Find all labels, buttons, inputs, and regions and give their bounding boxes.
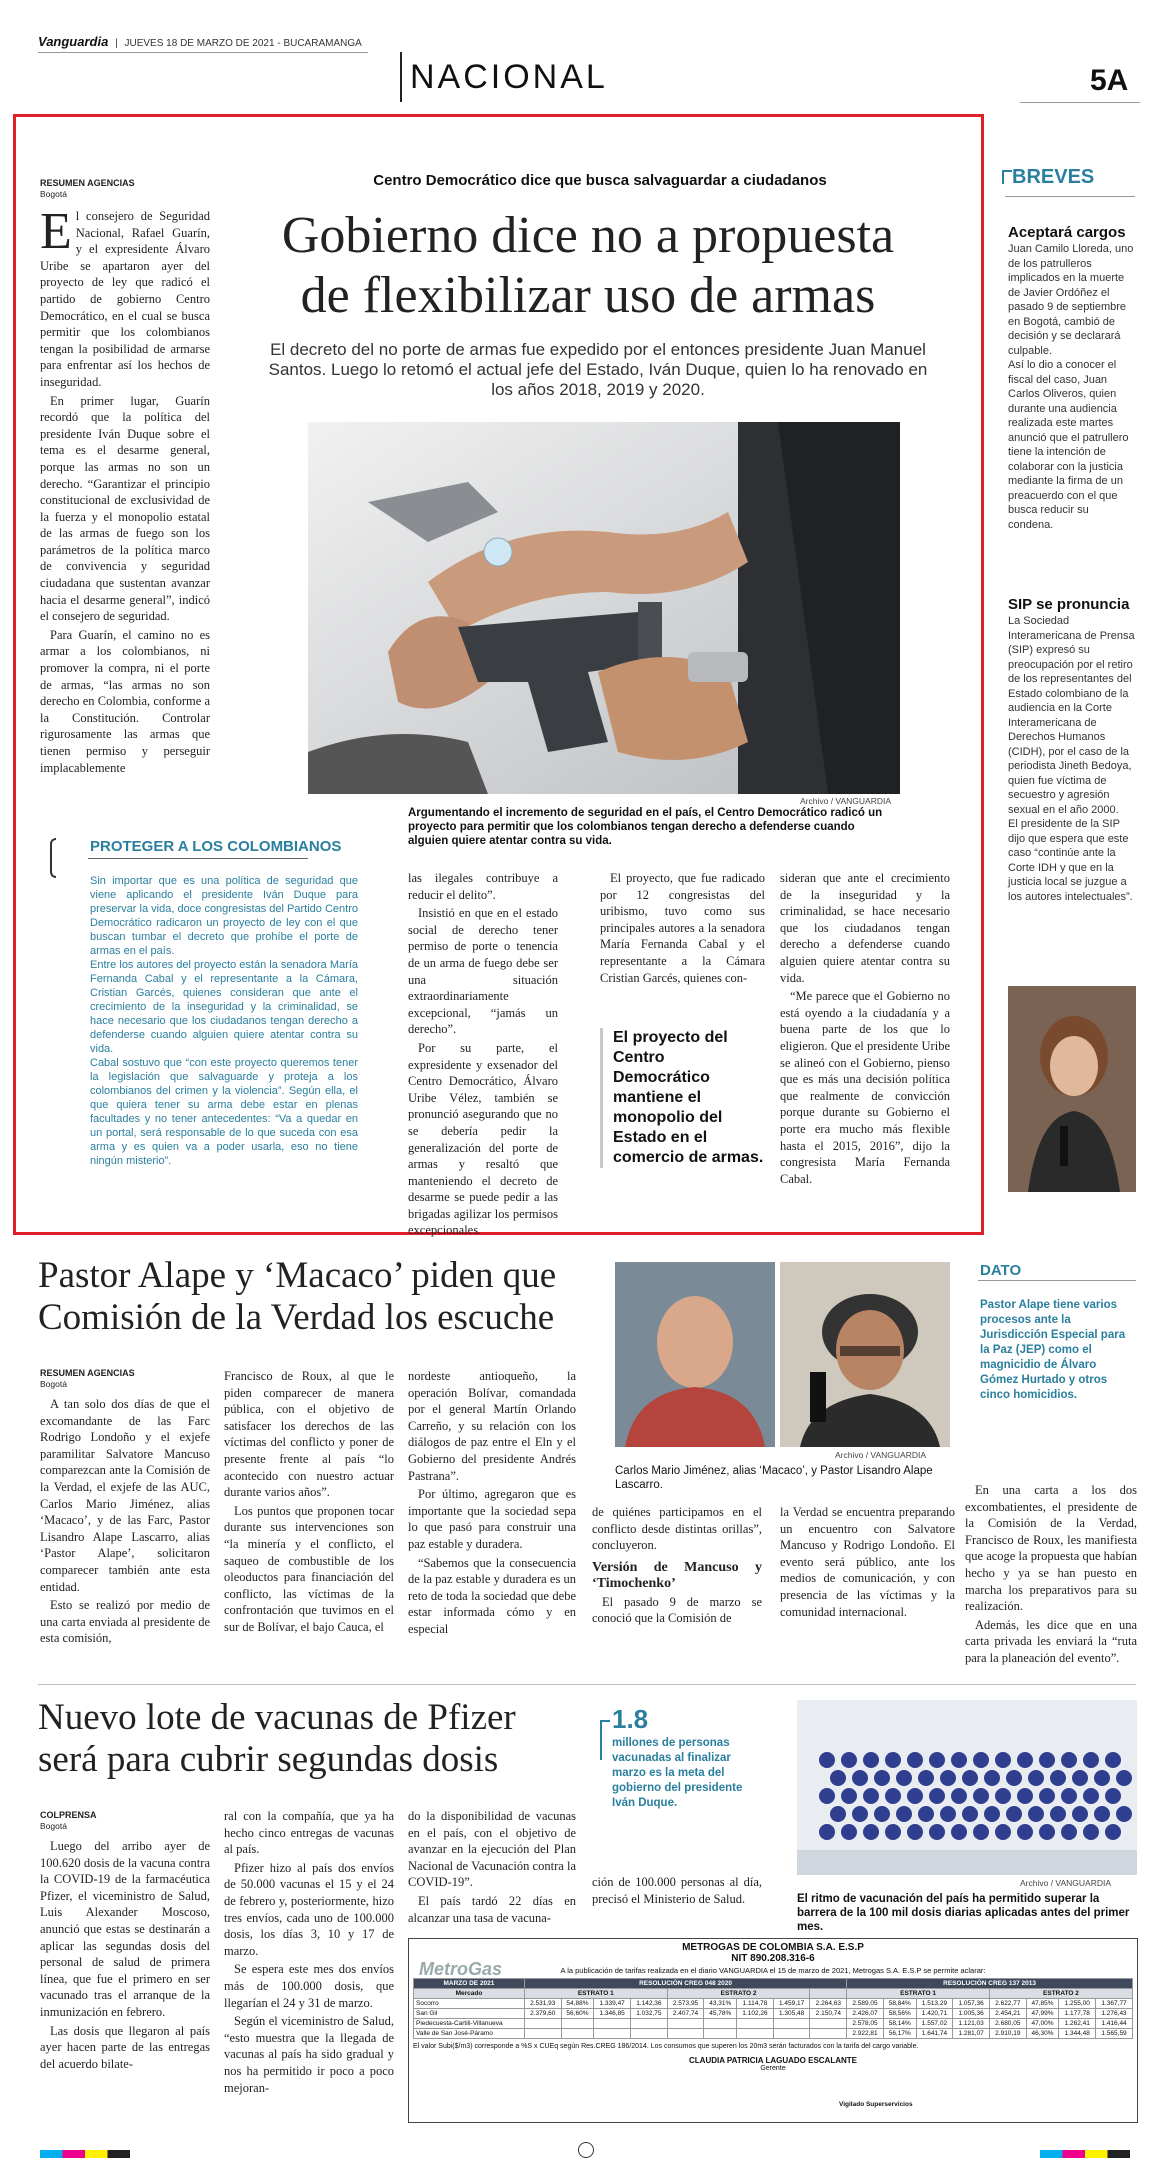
vial-cap xyxy=(929,1824,945,1840)
alape-headline xyxy=(38,1255,598,1339)
byline-name: RESUMEN AGENCIAS xyxy=(40,1368,135,1378)
table-cell: 2.379,60 xyxy=(524,2009,561,2019)
vial-cap xyxy=(907,1824,923,1840)
table-cell xyxy=(773,2029,810,2039)
subhead: Versión de Mancuso y ‘Timochenko’ xyxy=(592,1559,762,1591)
vial-cap xyxy=(1094,1806,1110,1822)
vial-cap xyxy=(951,1788,967,1804)
vial-cap xyxy=(929,1752,945,1768)
table-cell: 1.339,47 xyxy=(594,1999,631,2009)
paragraph: El país tardó 22 días en alcanzar una tasa de vacuna- xyxy=(408,1893,576,1925)
table-cell: 1.420,71 xyxy=(916,2009,953,2019)
vial-cap xyxy=(1105,1788,1121,1804)
table-cell-mercado: San Gil xyxy=(414,2009,525,2019)
table-cell: 1.005,36 xyxy=(953,2009,990,2019)
table-cell: 58,84% xyxy=(883,1999,916,2009)
vial-cap xyxy=(1028,1806,1044,1822)
table-cell: 1.262,41 xyxy=(1059,2019,1096,2029)
table-cell: 2.573,95 xyxy=(667,1999,704,2009)
ad-company: METROGAS DE COLOMBIA S.A. E.S.P xyxy=(682,1942,864,1953)
box-body xyxy=(90,874,358,1168)
table-cell: 58,14% xyxy=(883,2019,916,2029)
table-cell: 1.032,75 xyxy=(631,2009,668,2019)
vial-cap xyxy=(852,1770,868,1786)
table-cell xyxy=(773,2019,810,2029)
headline-line-2: de flexibilizar uso de armas xyxy=(300,267,876,324)
page-number: 5A xyxy=(1090,64,1129,97)
paragraph: do la disponibilidad de vacunas en el país, con el objetivo de avanzar en la ejecución del Plan Nacional de Vacunación contra la COVID-19”. xyxy=(408,1809,576,1890)
arms-column-1 xyxy=(40,203,210,778)
table-estrato-2b: ESTRATO 2 xyxy=(989,1989,1132,1999)
vial-cap xyxy=(973,1824,989,1840)
alape-column-1 xyxy=(40,1396,210,1649)
table-cell: 2.589,05 xyxy=(847,1999,884,2009)
vial-cap xyxy=(1083,1824,1099,1840)
vial-cap xyxy=(940,1770,956,1786)
vial-cap xyxy=(1017,1824,1033,1840)
vial-cap xyxy=(995,1824,1011,1840)
breves-item-1-text: Juan Camilo Lloreda, uno de los patrulleros implicados en la muerte de Javier Ordóñez el pasado 9 de septiembre en Bogotá, cambió de decisión y se declarará culpable. Así lo dio a conocer el fiscal del caso, Juan Carlos Oliveros, quien durante una audiencia realizada este martes anunció que el patrullero tiene la intención de colaborar con la justicia mediante la firma de un preacuerdo con el que busca reducir su condena. xyxy=(1008,243,1134,531)
table-row xyxy=(414,2029,1133,2039)
vacunas-headline-line-1: Nuevo lote de vacunas de Pfizer xyxy=(38,1697,516,1738)
vial-cap xyxy=(896,1770,912,1786)
headline-line-1: Gobierno dice no a propuesta xyxy=(281,207,895,264)
table-cell: 54,88% xyxy=(561,1999,594,2009)
vial-cap xyxy=(1028,1770,1044,1786)
table-cell xyxy=(561,2019,594,2029)
vaccine-caption: El ritmo de vacunación del país ha permitido superar la barrera de la 100 mil dosis diarias aplicadas antes del primer mes. xyxy=(797,1893,1130,1933)
portrait-photo xyxy=(1008,986,1136,1192)
table-cell: 1.121,03 xyxy=(953,2019,990,2029)
vial-cap xyxy=(1050,1770,1066,1786)
table-cell: 1.102,26 xyxy=(737,2009,774,2019)
arms-column-3 xyxy=(600,870,765,988)
arms-column-4 xyxy=(780,870,950,1189)
paragraph: En una carta a los dos excombatientes, el presidente de la Comisión de la Verdad, Francisco de Roux, les manifiesta que acoge la propuesta que habían hecho y ya se han puesto en marcha los preparativos para su realización. xyxy=(965,1483,1137,1614)
table-cell: 1.565,59 xyxy=(1096,2029,1133,2039)
vial-cap xyxy=(995,1788,1011,1804)
paragraph: El proyecto, que fue radicado por 12 congresistas del uribismo, tuvo como sus principales autores a la senadora María Fernanda Cabal y el representante a la Cámara Cristian Garcés, quienes con- xyxy=(600,871,765,985)
alape-column-3 xyxy=(408,1368,576,1640)
paragraph: Luego del arribo ayer de 100.620 dosis de la vacuna contra la COVID-19 de la farmacéutica Pfizer, el viceministro de Salud, Luis Alexander Moscoso, anunció que estas se destinarán a aplicar las segundas dosis del personal de salud de primera línea, que fue el primero en ser vacunado tras el arranque de la inmunización en febrero. xyxy=(40,1839,210,2019)
vial-cap xyxy=(951,1824,967,1840)
vial-cap xyxy=(852,1806,868,1822)
ad-nit: NIT 890.208.316-6 xyxy=(731,1953,815,1964)
table-cell: 56,60% xyxy=(561,2009,594,2019)
vial-cap xyxy=(1061,1788,1077,1804)
vial-cap xyxy=(1006,1806,1022,1822)
table-cell-mercado: Piedecuesta-Cartili-Villanueva xyxy=(414,2019,525,2029)
alape-caption: Carlos Mario Jiménez, alias ‘Macaco’, y Pastor Lisandro Alape Lascarro. xyxy=(615,1465,933,1491)
table-col-mercado: Mercado xyxy=(414,1989,525,1999)
vial-cap xyxy=(863,1788,879,1804)
vigilado-seal: Vigilado Superservicios xyxy=(839,2101,913,2108)
deck: El decreto del no porte de armas fue expedido por el entonces presidente Juan Manuel Santos. Luego lo retomó el actual jefe del Estado, Iván Duque, quien lo ha renovado en los años 2018, 2019 y 2020. xyxy=(268,340,928,399)
vial-cap xyxy=(1105,1752,1121,1768)
table-estrato-1b: ESTRATO 1 xyxy=(847,1989,990,1999)
masthead: Vanguardia | JUEVES 18 DE MARZO DE 2021 - BUCARAMANGA xyxy=(38,34,362,49)
table-cell: 1.281,07 xyxy=(953,2029,990,2039)
dato-text: Pastor Alape tiene varios procesos ante la Jurisdicción Especial para la Paz (JEP) como el magnicidio de Álvaro Gómez Hurtado y otros cinco homicidios. xyxy=(980,1299,1126,1401)
vial-cap xyxy=(1116,1806,1132,1822)
paragraph: En primer lugar, Guarín recordó que la política del presidente Iván Duque sobre el tema es el desarme general, porque las armas no son un derecho. “Garantizar el principio constitucional de exclusividad de la fuerza y el monopolio estatal de las armas de fuego son los parámetros de la política marco de convivencia y seguridad ciudadana que sustentan avanzar hacia el desarme general”, indicó el consejero de seguridad. xyxy=(40,393,210,624)
vial-cap xyxy=(863,1824,879,1840)
vaccine-photo-credit: Archivo / VANGUARDIA xyxy=(1020,1878,1112,1888)
paragraph: Para Guarín, el camino no es armar a los colombianos, ni promover la compra, ni el porte de armas, “las armas no son derecho en Colombia, conforme a la Constitución. Controlar rigurosamente las armas que tienen permiso y perseguir implacablemente xyxy=(40,627,210,775)
vacunas-column-3 xyxy=(408,1808,576,1928)
vial-cap xyxy=(896,1806,912,1822)
metrogas-ad xyxy=(408,1938,1138,2123)
box-paragraph: Cabal sostuvo que “con este proyecto queremos tener la legislación que salvaguarde y proteja a los colombianos del crimen y la violencia”. Según ella, el que quiera tener su arma debe estar en plenas facultades y no tener antecedentes: “Va a quedar en un portal, será responsable de lo que suceda con esa arma y es quien va a poder usarla, eso no tiene ningún misterio”. xyxy=(90,1057,358,1167)
table-cell: 1.367,77 xyxy=(1096,1999,1133,2009)
table-cell xyxy=(631,2029,668,2039)
paragraph: Según el viceministro de Salud, “esto muestra que la llegada de vacunas al país ha sido gradual y nos ha permitido ir poco a poco mejoran- xyxy=(224,2014,394,2095)
registration-mark xyxy=(578,2142,594,2158)
vial-cap xyxy=(1039,1788,1055,1804)
vial-cap xyxy=(1017,1752,1033,1768)
vial-cap xyxy=(1072,1806,1088,1822)
vial-cap xyxy=(984,1770,1000,1786)
table-cell xyxy=(667,2019,704,2029)
paragraph: “Me parece que el Gobierno no está oyendo a la ciudadanía y a buena parte de los que lo eligieron. Que el presidente Uribe se alineó con el Gobierno, pienso que es más una decisión política que realmente de convicción porque durante su Gobierno el porte era mucho más flexible hasta el 2015, 2016”, dijo la congresista María Fernanda Cabal. xyxy=(780,989,950,1186)
table-cell xyxy=(524,2029,561,2039)
vial-cap xyxy=(973,1752,989,1768)
table-cell: 58,56% xyxy=(883,2009,916,2019)
byline-name: RESUMEN AGENCIAS xyxy=(40,178,135,188)
vial-cap xyxy=(929,1788,945,1804)
table-cell: 1.344,48 xyxy=(1059,2029,1096,2039)
vial-cap xyxy=(1061,1752,1077,1768)
paragraph: Se espera este mes dos envíos más de 100.000 dosis, que llegarían el 24 y 31 de marzo. xyxy=(224,1962,394,2010)
metrogas-logo: MetroGas xyxy=(419,1959,503,1979)
ad-signer: CLAUDIA PATRICIA LAGUADO ESCALANTE xyxy=(689,2056,857,2065)
table-cell: 2.922,81 xyxy=(847,2029,884,2039)
paragraph: la Verdad se encuentra preparando un encuentro con Salvatore Mancuso y Rodrigo Londoño. El evento será público, ante los medios de comunicación, y con presencia de las víctimas y la comunidad internacional. xyxy=(780,1505,955,1619)
table-cell: 1.513,29 xyxy=(916,1999,953,2009)
alape-headline-line-2: Comisión de la Verdad los escuche xyxy=(38,1297,555,1338)
kicker: Centro Democrático dice que busca salvaguardar a ciudadanos xyxy=(373,172,827,189)
vial-cap xyxy=(819,1752,835,1768)
alape-column-4 xyxy=(592,1504,762,1629)
vial-cap xyxy=(830,1770,846,1786)
vial-cap xyxy=(863,1752,879,1768)
ad-signer-role: Gerente xyxy=(760,2065,786,2072)
stat-number: 1.8 xyxy=(612,1704,649,1734)
paragraph: El pasado 9 de marzo se conoció que la Comisión de xyxy=(592,1594,762,1626)
box-title: PROTEGER A LOS COLOMBIANOS xyxy=(90,838,342,855)
table-cell: 2.910,19 xyxy=(989,2029,1026,2039)
vial-cap xyxy=(1039,1752,1055,1768)
byline-place: Bogotá xyxy=(40,1821,67,1831)
table-cell: 2.531,93 xyxy=(524,1999,561,2009)
paragraph: ción de 100.000 personas al día, precisó el Ministerio de Salud. xyxy=(592,1875,762,1906)
paragraph: Los puntos que proponen tocar durante sus intervenciones son “la minería y el conflicto, el saqueo de combustible de los oleoductos para financiación del conflicto, las víctimas de la confrontación que tuvimos en el sur de Bolívar, el bajo Cauca, el xyxy=(224,1503,394,1634)
vial-cap xyxy=(907,1788,923,1804)
table-cell: 47,85% xyxy=(1026,1999,1059,2009)
tariff-table xyxy=(413,1978,1133,2039)
vial-cap xyxy=(1094,1770,1110,1786)
table-cell xyxy=(737,2019,774,2029)
paragraph: Además, les dice que en una carta privada les enviará la “ruta para la planeación del evento”. xyxy=(965,1617,1137,1665)
table-cell: 1.255,00 xyxy=(1059,1999,1096,2009)
alape-column-5 xyxy=(780,1504,955,1622)
paragraph: Por último, agregaron que es importante que la sociedad sepa lo que pasó para construir una paz estable y duradera. xyxy=(408,1487,576,1551)
paragraph: A tan solo dos días de que el excomandante de las Farc Rodrigo Londoño y el exjefe paramilitar Salvatore Mancuso comparezcan ante la Comisión de la Verdad, el exjefe de las AUC, Carlos Mario Jiménez, alias ‘Macaco’, y de las Farc, Pastor Lisandro Alape Lascarro, alias ‘Pastor Alape’, solicitaron comparecer también ante esta entidad. xyxy=(40,1397,210,1594)
breves-title: BREVES xyxy=(1012,166,1095,188)
photo-credit: Archivo / VANGUARDIA xyxy=(800,796,892,806)
vial-cap xyxy=(1017,1788,1033,1804)
table-cell xyxy=(704,2029,737,2039)
byline-place: Bogotá xyxy=(40,189,67,199)
byline-place: Bogotá xyxy=(40,1379,67,1389)
headline xyxy=(218,206,958,326)
vial-cap xyxy=(907,1752,923,1768)
table-cell: 1.305,48 xyxy=(773,2009,810,2019)
paragraph: nordeste antioqueño, la operación Bolívar, comandada por el general Martín Orlando Carreño, y su relación con los diálogos de paz entre el Eln y el Gobierno del presidente Andrés Pastrana”. xyxy=(408,1369,576,1483)
breves-item-2-text: La Sociedad Interamericana de Prensa (SIP) expresó su preocupación por el retiro de los representantes del Estado colombiano de la audiencia en la Corte Interamericana de Derechos Humanos (CIDH), por el caso de la periodista Jineth Bedoya, quien fue víctima de secuestro y agresión sexual en el año 2000. El presidente de la SIP dijo que espera que este caso “continúe ante la Corte IDH y que en la justicia local se juzgue a los autores intelectuales”. xyxy=(1008,615,1135,903)
stat-text: millones de personas vacunadas al finalizar marzo es la meta del gobierno del presidente Iván Duque. xyxy=(612,1737,743,1809)
alape-side-column xyxy=(965,1482,1137,1669)
table-cell: 47,99% xyxy=(1026,2009,1059,2019)
alape-headline-line-1: Pastor Alape y ‘Macaco’ piden que xyxy=(38,1255,557,1296)
table-header-right: RESOLUCIÓN CREG 137 2013 xyxy=(847,1979,1133,1989)
table-row xyxy=(414,2009,1133,2019)
pull-quote xyxy=(600,1028,765,1168)
brand-logo: Vanguardia xyxy=(38,34,109,49)
alape-photo-credit: Archivo / VANGUARDIA xyxy=(835,1450,927,1460)
table-cell xyxy=(594,2019,631,2029)
vial-cap xyxy=(841,1788,857,1804)
paragraph: las ilegales contribuye a reducir el delito”. xyxy=(408,871,558,902)
paragraph: de quiénes participamos en el conflicto desde distintas orillas”, concluyeron. xyxy=(592,1505,762,1553)
table-cell: 46,30% xyxy=(1026,2029,1059,2039)
vacunas-column-1 xyxy=(40,1838,210,2074)
vial-cap xyxy=(1061,1824,1077,1840)
photo-caption: Argumentando el incremento de seguridad en el país, el Centro Democrático radicó un proyecto para permitir que los colombianos tengan derecho a defenderse cuando alguien quiere atentar contra su vida. xyxy=(408,807,883,847)
breves-item-2-title: SIP se pronuncia xyxy=(1008,596,1130,613)
table-cell xyxy=(524,2019,561,2029)
paragraph: Esto se realizó por medio de una carta enviada al presidente de esta comisión, xyxy=(40,1598,210,1646)
table-cell: 47,00% xyxy=(1026,2019,1059,2029)
table-cell xyxy=(810,2019,847,2029)
table-cell xyxy=(704,2019,737,2029)
vial-cap xyxy=(1105,1824,1121,1840)
dato-title: DATO xyxy=(980,1262,1022,1279)
vial-cap xyxy=(1006,1770,1022,1786)
vial-cap xyxy=(1072,1770,1088,1786)
date-line: JUEVES 18 DE MARZO DE 2021 - BUCARAMANGA xyxy=(124,38,362,49)
vial-cap xyxy=(841,1752,857,1768)
ad-footnote: El valor Subi($/m3) corresponde a %S x CUEq según Res.CREG 186/2014. Los consumos que superen los 20m3 serán facturados con la tarifa del cargo variable. xyxy=(413,2043,919,2050)
vial-cap xyxy=(973,1788,989,1804)
table-cell: 2.407,74 xyxy=(667,2009,704,2019)
vacunas-byline xyxy=(40,1810,97,1832)
vial-cap xyxy=(1083,1788,1099,1804)
table-cell: 2.454,21 xyxy=(989,2009,1026,2019)
table-cell xyxy=(667,2029,704,2039)
table-row xyxy=(414,1999,1133,2009)
paragraph: Pfizer hizo al país dos envíos de 50.000 vacunas el 15 y el 24 de febrero y, posteriormente, hizo tres envíos, cada uno de 100.000 dosis, los días 3, 10 y 17 de marzo. xyxy=(224,1860,394,1958)
byline xyxy=(40,178,135,200)
table-cell: 45,78% xyxy=(704,2009,737,2019)
table-cell: 1.114,78 xyxy=(737,1999,774,2009)
vial-cap xyxy=(885,1788,901,1804)
vacunas-column-4 xyxy=(592,1874,762,1909)
table-cell xyxy=(810,2029,847,2039)
alape-column-2 xyxy=(224,1368,394,1638)
vacunas-column-2 xyxy=(224,1808,394,2098)
vial-cap xyxy=(819,1788,835,1804)
vial-cap xyxy=(962,1770,978,1786)
table-cell xyxy=(594,2029,631,2039)
table-cell: 56,17% xyxy=(883,2029,916,2039)
table-cell: 2.264,63 xyxy=(810,1999,847,2009)
vial-cap xyxy=(885,1824,901,1840)
box-paragraph: Sin importar que es una política de seguridad que viene aplicando el presidente Iván Duque para preservar la vida, doce congresistas del Partido Centro Democrático radicaron un proyecto de ley con el que buscan tumbar el decreto que prohíbe el porte de armas en el país. xyxy=(90,875,358,957)
arms-column-2 xyxy=(408,870,558,1241)
alape-byline xyxy=(40,1368,135,1390)
vial-cap xyxy=(874,1770,890,1786)
ad-note: A la publicación de tarifas realizada en el diario VANGUARDIA el 15 de marzo de 2021, Metrogas S.A. E.S.P se permite aclarar: xyxy=(560,1966,986,1975)
vial-cap xyxy=(874,1806,890,1822)
table-cell-mercado: Socorro xyxy=(414,1999,525,2009)
table-estrato-1: ESTRATO 1 xyxy=(524,1989,667,1999)
table-cell: 2.680,05 xyxy=(989,2019,1026,2029)
vial-cap xyxy=(951,1752,967,1768)
vaccine-photo xyxy=(797,1700,1137,1875)
table-cell xyxy=(631,2019,668,2029)
table-cell: 2.150,74 xyxy=(810,2009,847,2019)
vial-cap xyxy=(1039,1824,1055,1840)
vial-cap xyxy=(1116,1770,1132,1786)
table-cell: 1.416,44 xyxy=(1096,2019,1133,2029)
vial-cap xyxy=(962,1806,978,1822)
gun-photo xyxy=(308,422,900,794)
table-cell: 2.622,77 xyxy=(989,1999,1026,2009)
alape-photo xyxy=(780,1262,950,1447)
paragraph: sideran que ante el crecimiento de la inseguridad y la criminalidad, se hace necesario que los ciudadanos tengan derecho a defenderse cuando alguien quiere atentar contra su vida. xyxy=(780,871,950,985)
vial-cap xyxy=(1050,1806,1066,1822)
table-cell: 1.557,02 xyxy=(916,2019,953,2029)
table-cell: 1.057,36 xyxy=(953,1999,990,2009)
paragraph: Francisco de Roux, al que le piden comparecer de manera pública, con el objetivo de satisfacer los derechos de las víctimas del conflicto y poner de presente frente al país “lo acontecido con nuestro actuar durante varios años”. xyxy=(224,1369,394,1500)
table-cell: 1.346,85 xyxy=(594,2009,631,2019)
vial-cap xyxy=(1083,1752,1099,1768)
vial-cap xyxy=(819,1824,835,1840)
box-paragraph: Entre los autores del proyecto están la senadora María Fernanda Cabal y el representante a la Cámara, Cristian Garcés, quienes consideran que ante el crecimiento de la inseguridad y la criminalidad, se hace necesario que los ciudadanos tengan derecho a defenderse cuando alguien quiere atentar contra su vida. xyxy=(90,959,358,1055)
vial-cap xyxy=(995,1752,1011,1768)
drop-cap: E xyxy=(40,203,72,260)
vial-cap xyxy=(841,1824,857,1840)
macaco-photo xyxy=(615,1262,775,1447)
table-cell-mercado: Valle de San José-Páramo xyxy=(414,2029,525,2039)
table-estrato-2: ESTRATO 2 xyxy=(667,1989,810,1999)
paragraph: Insistió en que en el estado social de derecho tener permiso de porte o tenencia de un arma de fuego debe ser una situación extraordinariamente excepcional, “jamás un derecho”. xyxy=(408,906,558,1037)
byline-name: COLPRENSA xyxy=(40,1810,97,1820)
paragraph: Las dosis que llegaron al país ayer hacen parte de las entregas del acuerdo bilate- xyxy=(40,2023,210,2071)
section-title: NACIONAL xyxy=(410,58,608,96)
table-cell: 43,31% xyxy=(704,1999,737,2009)
paragraph: ral con la compañía, que ya ha hecho cinco entregas de vacunas al país. xyxy=(224,1809,394,1857)
table-cell: 2.578,05 xyxy=(847,2019,884,2029)
table-row xyxy=(414,2019,1133,2029)
table-cell xyxy=(737,2029,774,2039)
vial-cap xyxy=(885,1752,901,1768)
paragraph: l consejero de Seguridad Nacional, Rafael Guarín, y el expresidente Álvaro Uribe se apartaron ayer del proyecto de ley que radicó el partido de gobierno Centro Democrático, en el cual se busca permitir que los colombianos tengan la posibilidad de armarse para enfrentar así los hechos de inseguridad. xyxy=(40,209,210,389)
vacunas-headline xyxy=(38,1697,598,1781)
table-cell: 1.459,17 xyxy=(773,1999,810,2009)
table-cell: 1.641,74 xyxy=(916,2029,953,2039)
vacunas-headline-line-2: será para cubrir segundas dosis xyxy=(38,1739,499,1780)
table-month: MARZO DE 2021 xyxy=(414,1979,525,1989)
table-cell: 2.426,07 xyxy=(847,2009,884,2019)
paragraph: Por su parte, el expresidente y exsenador del Centro Democrático, Álvaro Uribe Vélez, también se pronunció asegurando que no se debería pedir la generalización del porte de armas y resaltó que manteniendo el decreto de desarme se puede pedir a las brigadas agilizar los permisos excepcionales. xyxy=(408,1040,558,1238)
table-cell xyxy=(561,2029,594,2039)
vial-cap xyxy=(918,1770,934,1786)
vial-cap xyxy=(918,1806,934,1822)
table-cell: 1.276,43 xyxy=(1096,2009,1133,2019)
vial-cap xyxy=(830,1806,846,1822)
paragraph: “Sabemos que la consecuencia de la paz estable y duradera es un reto de toda la sociedad que debe estar informada cómo y en especial xyxy=(408,1555,576,1636)
breves-item-1-title: Aceptará cargos xyxy=(1008,224,1126,241)
table-cell: 1.177,78 xyxy=(1059,2009,1096,2019)
pull-quote-text: El proyecto del Centro Democrático mantiene el monopolio del Estado en el comercio de armas. xyxy=(613,1029,764,1166)
vial-cap xyxy=(984,1806,1000,1822)
vial-cap xyxy=(940,1806,956,1822)
table-header-left: RESOLUCIÓN CREG 048 2020 xyxy=(524,1979,846,1989)
table-cell: 1.142,36 xyxy=(631,1999,668,2009)
